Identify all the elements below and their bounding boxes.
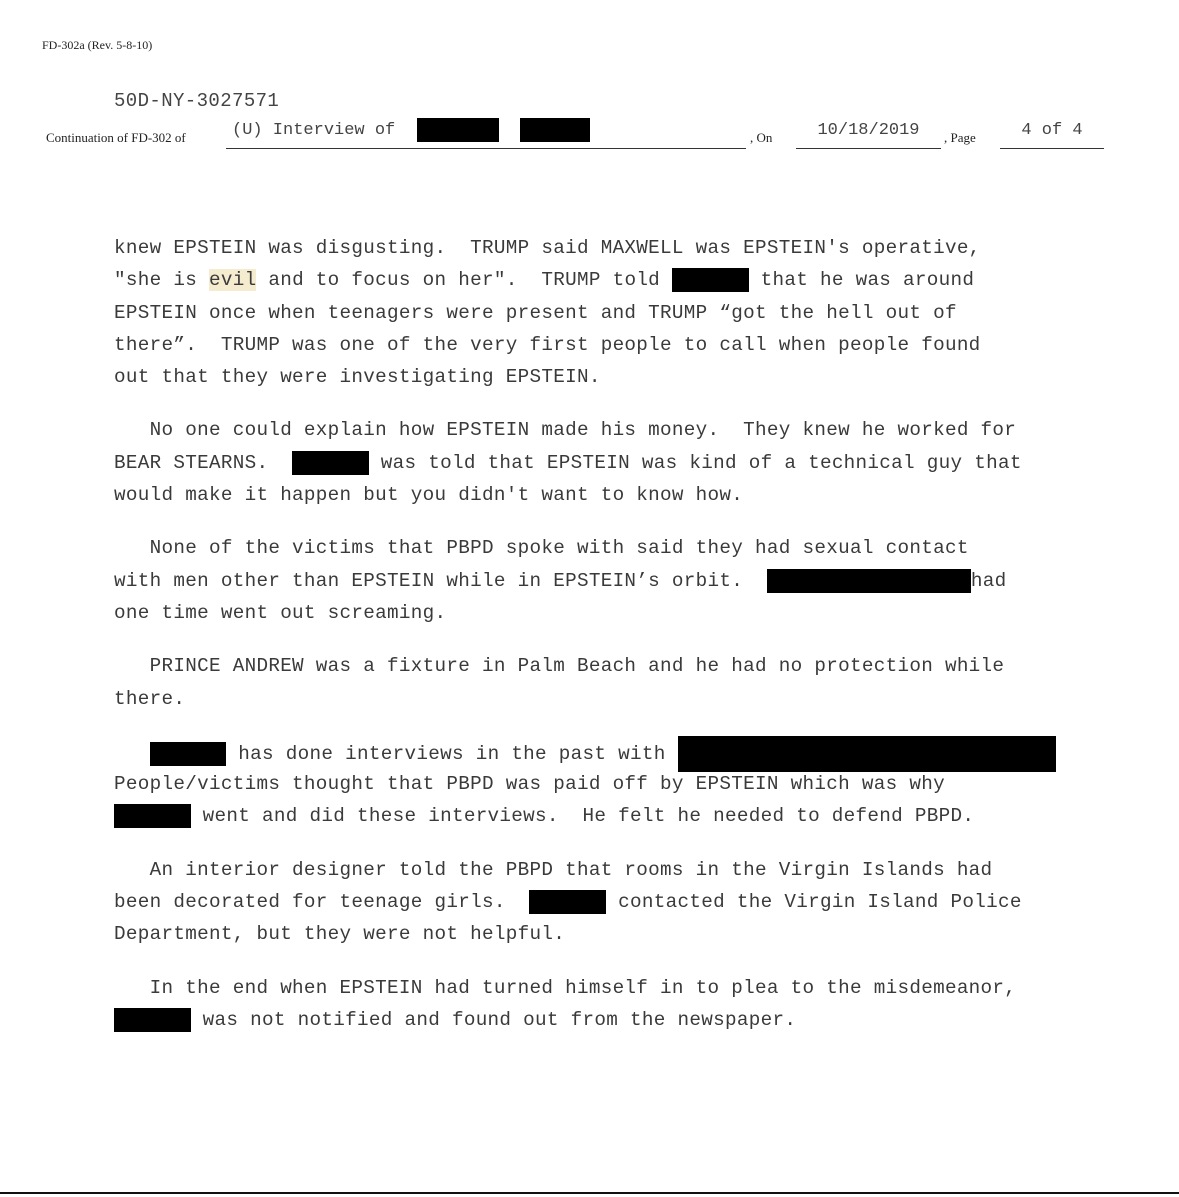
text-segment: "she is bbox=[114, 269, 209, 292]
text-segment: EPSTEIN once when teenagers were present and TRUMP “got the hell out of bbox=[114, 301, 957, 324]
text-segment: been decorated for teenage girls. bbox=[114, 891, 530, 914]
text-line bbox=[114, 414, 1114, 446]
text-line bbox=[114, 565, 1114, 597]
text-segment: BEAR STEARNS. bbox=[114, 451, 293, 474]
paragraph bbox=[114, 650, 1114, 715]
subject-text: (U) Interview of bbox=[232, 121, 396, 141]
text-segment: None of the victims that PBPD spoke with said they had sexual contact bbox=[114, 537, 969, 560]
text-segment: would make it happen but you didn't want to know how. bbox=[114, 484, 744, 507]
text-segment: was not notified and found out from the newspaper. bbox=[190, 1008, 797, 1031]
text-line bbox=[114, 232, 1114, 264]
document-body bbox=[114, 232, 1114, 1057]
form-id-label: FD-302a (Rev. 5-8-10) bbox=[42, 38, 153, 52]
redaction-block bbox=[417, 118, 499, 142]
on-label: , On bbox=[750, 130, 773, 145]
text-segment: has done interviews in the past with bbox=[226, 742, 678, 765]
text-line bbox=[114, 264, 1114, 296]
text-line bbox=[114, 854, 1114, 886]
text-line bbox=[114, 329, 1114, 361]
paragraph bbox=[114, 972, 1114, 1037]
text-line bbox=[114, 361, 1114, 393]
redaction-block bbox=[672, 268, 749, 292]
text-line bbox=[114, 918, 1114, 950]
text-line bbox=[114, 1004, 1114, 1036]
redaction-block bbox=[678, 736, 1056, 772]
text-line bbox=[114, 886, 1114, 918]
text-segment: one time went out screaming. bbox=[114, 601, 447, 624]
continuation-header bbox=[46, 118, 1116, 152]
text-segment bbox=[114, 743, 150, 765]
text-segment: contacted the Virgin Island Police bbox=[606, 891, 1022, 914]
page-field: 4 of 4 bbox=[1000, 118, 1104, 149]
text-segment: In the end when EPSTEIN had turned himself in to plea to the misdemeanor, bbox=[114, 976, 1017, 999]
paragraph bbox=[114, 532, 1114, 629]
highlighted-word: evil bbox=[208, 269, 257, 292]
subject-field bbox=[226, 118, 746, 149]
text-line bbox=[114, 768, 1114, 800]
text-line bbox=[114, 532, 1114, 564]
redaction-block bbox=[767, 569, 971, 593]
paragraph bbox=[114, 414, 1114, 511]
text-line bbox=[114, 597, 1114, 629]
text-line bbox=[114, 683, 1114, 715]
date-field: 10/18/2019 bbox=[796, 118, 941, 149]
text-line bbox=[114, 447, 1114, 479]
redaction-block bbox=[150, 742, 227, 766]
text-segment: No one could explain how EPSTEIN made his money. They knew he worked for bbox=[114, 419, 1017, 442]
file-number: 50D-NY-3027571 bbox=[114, 90, 280, 112]
text-segment: had bbox=[970, 569, 1007, 592]
redaction-block bbox=[114, 804, 191, 828]
text-segment: that he was around bbox=[748, 269, 975, 292]
text-line bbox=[114, 736, 1114, 768]
text-line bbox=[114, 800, 1114, 832]
text-segment: there. bbox=[114, 687, 186, 710]
text-segment: with men other than EPSTEIN while in EPSTEIN’s orbit. bbox=[114, 569, 767, 592]
text-segment: An interior designer told the PBPD that rooms in the Virgin Islands had bbox=[114, 858, 993, 881]
text-segment: out that they were investigating EPSTEIN. bbox=[114, 366, 601, 389]
text-segment: was told that EPSTEIN was kind of a technical guy that bbox=[368, 451, 1022, 474]
text-segment: PRINCE ANDREW was a fixture in Palm Beach and he had no protection while bbox=[114, 655, 1005, 678]
redaction-block bbox=[292, 451, 369, 475]
text-segment: and to focus on her". TRUMP told bbox=[256, 269, 672, 292]
text-line bbox=[114, 479, 1114, 511]
paragraph bbox=[114, 854, 1114, 951]
paragraph bbox=[114, 232, 1114, 393]
text-segment: People/victims thought that PBPD was paid off by EPSTEIN which was why bbox=[114, 773, 945, 796]
page-label: , Page bbox=[944, 130, 976, 145]
text-line bbox=[114, 972, 1114, 1004]
redaction-block bbox=[114, 1008, 191, 1032]
redaction-block bbox=[529, 890, 606, 914]
text-segment: knew EPSTEIN was disgusting. TRUMP said MAXWELL was EPSTEIN's operative, bbox=[114, 237, 981, 259]
text-segment: went and did these interviews. He felt he needed to defend PBPD. bbox=[190, 805, 975, 828]
continuation-label: Continuation of FD-302 of bbox=[46, 130, 186, 145]
text-line bbox=[114, 650, 1114, 682]
redaction-block bbox=[520, 118, 590, 142]
paragraph bbox=[114, 736, 1114, 833]
text-segment: there”. TRUMP was one of the very first people to call when people found bbox=[114, 333, 981, 356]
text-line bbox=[114, 297, 1114, 329]
bottom-divider bbox=[0, 1192, 1179, 1194]
text-segment: Department, but they were not helpful. bbox=[114, 923, 566, 946]
